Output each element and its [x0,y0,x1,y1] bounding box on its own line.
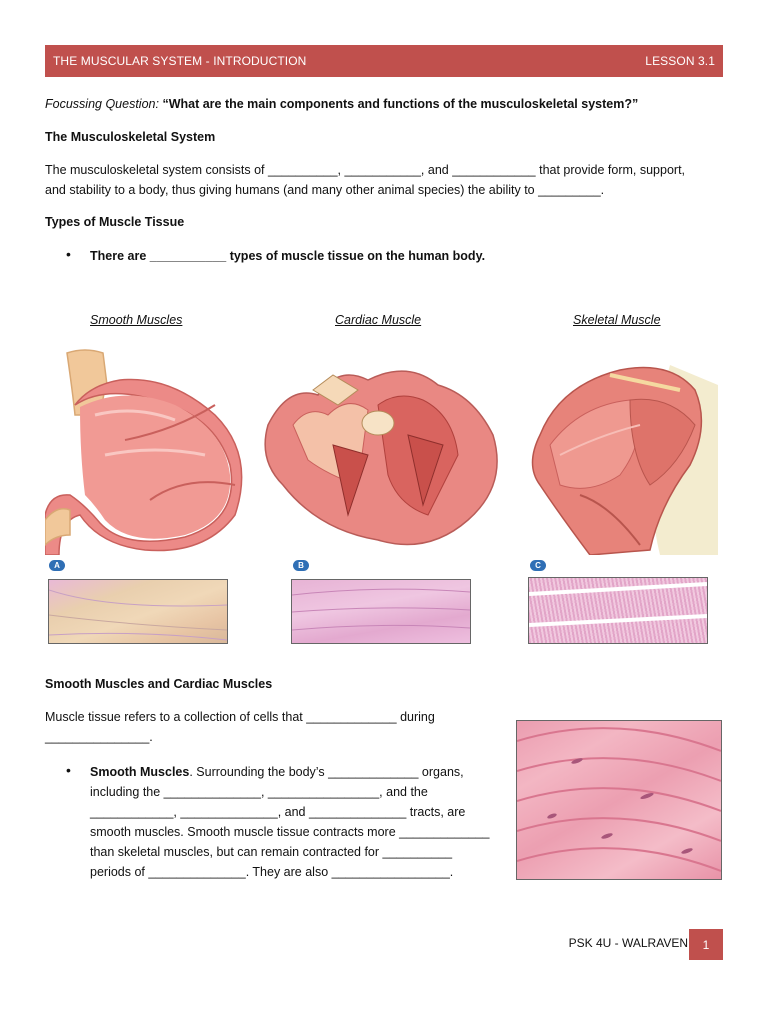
bullet-smooth-text: . Surrounding the body’s _____________ organs, [189,765,464,779]
stomach-illustration [45,345,245,555]
paragraph-line: _______________. [45,730,153,744]
shoulder-illustration [520,355,718,555]
bullet-smooth-line: including the ______________, ________________, and the [90,785,428,799]
caption-skeletal: Skeletal Muscle [573,313,661,327]
paragraph-line: and stability to a body, thus giving humans (and many other animal species) the ability to _________. [45,183,605,197]
bullet-dot: • [66,762,71,778]
footer-course: PSK 4U - WALRAVEN [568,936,688,950]
badge-a: A [49,560,65,571]
smooth-micrograph [48,579,228,644]
section-heading-types: Types of Muscle Tissue [45,215,185,229]
paragraph-line: The musculoskeletal system consists of __________, ___________, and ____________ that provide form, support, [45,163,686,177]
badge-b: B [293,560,309,571]
bullet-smooth-line: ____________, ______________, and ______________ tracts, are [90,805,466,819]
page-number: 1 [689,929,723,960]
bullet-smooth-title: Smooth Muscles [90,765,190,779]
bullet-smooth-line: periods of ______________. They are also _________________. [90,865,454,879]
caption-smooth: Smooth Muscles [90,313,183,327]
header-title: THE MUSCULAR SYSTEM - INTRODUCTION [53,54,307,68]
bullet-dot: • [66,246,71,262]
section-heading-smooth-cardiac: Smooth Muscles and Cardiac Muscles [45,677,273,691]
caption-cardiac: Cardiac Muscle [335,313,422,327]
focus-question [45,94,638,114]
header-bar [45,45,723,77]
bullet-smooth-line: smooth muscles. Smooth muscle tissue contracts more _____________ [90,825,490,839]
smooth-tissue-micrograph [516,720,722,880]
bullet-smooth-line [90,762,464,782]
heart-illustration [258,365,504,555]
skeletal-micrograph [528,577,708,644]
bullet-smooth-line: than skeletal muscles, but can remain contracted for __________ [90,845,453,859]
paragraph-line: Muscle tissue refers to a collection of cells that _____________ during [45,710,435,724]
cardiac-micrograph [291,579,471,644]
focus-text: “What are the main components and functions of the musculoskeletal system?” [162,97,639,111]
lesson-number: LESSON 3.1 [645,54,715,68]
bullet-types: There are ___________ types of muscle tissue on the human body. [90,249,486,263]
badge-c: C [530,560,546,571]
section-heading-musculoskeletal: The Musculoskeletal System [45,130,216,144]
focus-label: Focussing Question: [45,97,159,111]
